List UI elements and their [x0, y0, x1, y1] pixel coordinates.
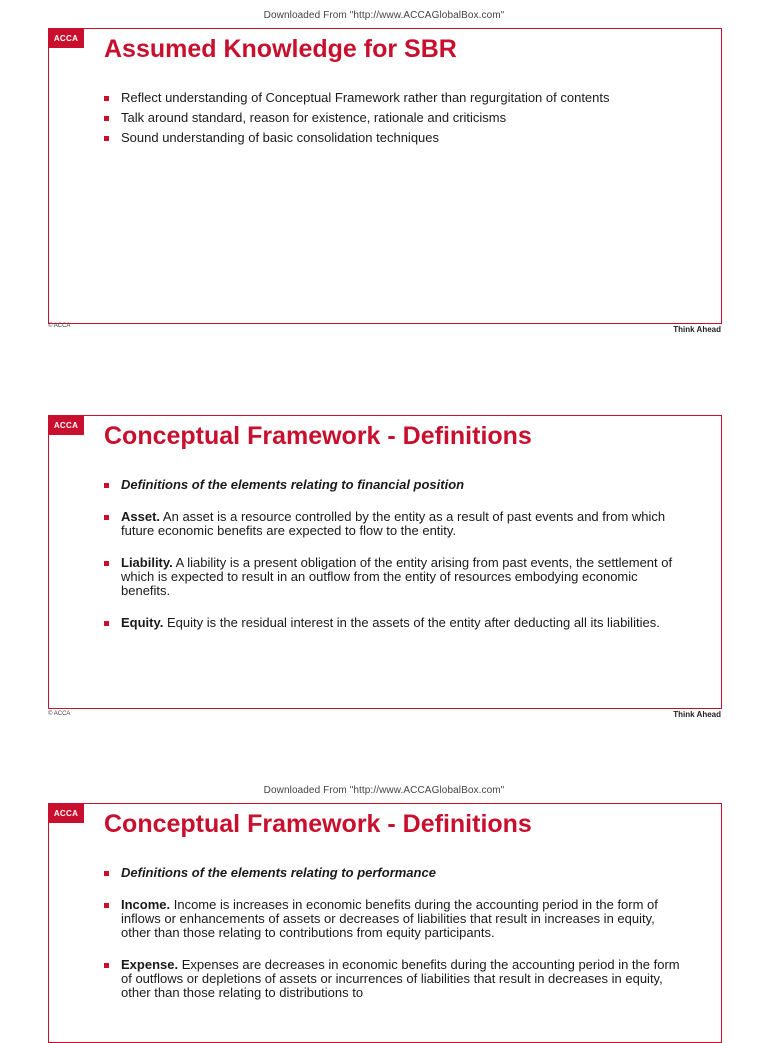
bullet-icon: [104, 96, 109, 101]
bullet-item: Definitions of the elements relating to financial position: [104, 478, 681, 492]
bullet-icon: [104, 871, 109, 876]
copyright: © ACCA: [48, 323, 71, 329]
bullet-icon: [104, 561, 109, 566]
slide-title: Conceptual Framework - Definitions: [104, 422, 532, 450]
bullet-item: Asset. An asset is a resource controlled by the entity as a result of past events and from which future economic benefits are expected to flow to the entity.: [104, 510, 681, 538]
copyright: © ACCA: [48, 711, 71, 717]
bullet-item: Definitions of the elements relating to performance: [104, 866, 681, 880]
download-source-header: Downloaded From "http://www.ACCAGlobalBox.com": [263, 10, 505, 21]
bullet-icon: [104, 621, 109, 626]
download-source-header: Downloaded From "http://www.ACCAGlobalBox.com": [263, 785, 505, 796]
acca-logo: ACCA: [48, 416, 84, 435]
acca-logo: ACCA: [48, 29, 84, 48]
bullet-item: Talk around standard, reason for existence, rationale and criticisms: [104, 111, 681, 125]
bullet-item: Expense. Expenses are decreases in economic benefits during the accounting period in the form of outflows or depletions of assets or incurrences of liabilities that result in decreases in equity, other than those relating to distributions to: [104, 958, 681, 1000]
acca-logo: ACCA: [48, 804, 84, 823]
bullet-icon: [104, 903, 109, 908]
think-ahead-tagline: Think Ahead: [673, 325, 721, 334]
bullet-list: [104, 866, 681, 1000]
bullet-item: Equity. Equity is the residual interest in the assets of the entity after deducting all its liabilities.: [104, 616, 681, 630]
slide-assumed-knowledge: [48, 28, 722, 334]
bullet-icon: [104, 515, 109, 520]
bullet-list: [104, 91, 681, 145]
slide-title: Assumed Knowledge for SBR: [104, 35, 457, 63]
slide-definitions-financial-position: [48, 415, 722, 719]
slide-title: Conceptual Framework - Definitions: [104, 810, 532, 838]
bullet-icon: [104, 483, 109, 488]
think-ahead-tagline: Think Ahead: [673, 710, 721, 719]
bullet-icon: [104, 963, 109, 968]
bullet-item: Reflect understanding of Conceptual Framework rather than regurgitation of contents: [104, 91, 681, 105]
bullet-icon: [104, 136, 109, 141]
slide-definitions-performance: [48, 803, 722, 1043]
bullet-icon: [104, 116, 109, 121]
bullet-item: Liability. A liability is a present obligation of the entity arising from past events, the settlement of which is expected to result in an outflow from the entity of resources embodying economic benefits.: [104, 556, 681, 598]
bullet-list: [104, 478, 681, 630]
bullet-item: Income. Income is increases in economic benefits during the accounting period in the form of inflows or enhancements of assets or decreases of liabilities that result in increases in equity, other than those relating to contributions from equity participants.: [104, 898, 681, 940]
bullet-item: Sound understanding of basic consolidation techniques: [104, 131, 681, 145]
